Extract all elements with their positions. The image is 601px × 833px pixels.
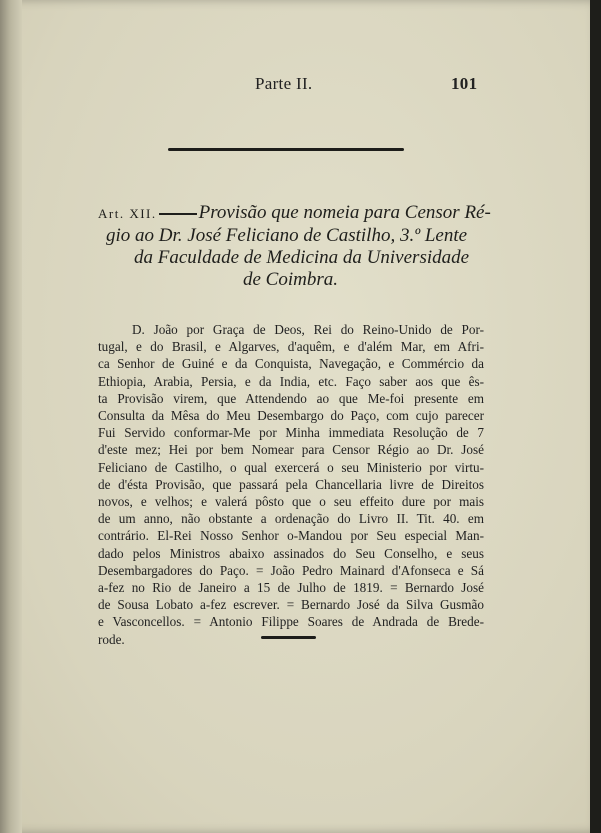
- body-line: Consulta da Mêsa do Meu Desembargo do Paço, com cujo parecer: [98, 408, 484, 424]
- top-rule: [168, 148, 404, 151]
- title-line-1: [98, 202, 498, 225]
- bottom-rule: [261, 636, 316, 639]
- article-number: Art. XII.: [98, 206, 157, 221]
- body-line: de d'ésta Provisão, que passará pela Chancellaria livre de Direitos: [98, 476, 484, 492]
- body-line: e Vasconcellos. = Antonio Filippe Soares de Andrada de Brede-: [98, 614, 484, 630]
- body-line: Desembargadores do Paço. = João Pedro Mainard d'Afonseca e Sá: [98, 562, 484, 578]
- body-line: a-fez no Rio de Janeiro a 15 de Julho de 1819. = Bernardo José: [98, 580, 484, 596]
- body-line: dado pelos Ministros abaixo assinados do Seu Conselho, e seus: [98, 545, 484, 561]
- body-line: contrário. El-Rei Nosso Senhor o-Mandou por Seu especial Man-: [98, 528, 484, 544]
- body-line: ca Senhor de Guiné e da Conquista, Navegação, e Commércio da: [98, 356, 484, 372]
- title-text-1: Provisão que nomeia para Censor Ré-: [198, 202, 491, 223]
- title-line-2: gio ao Dr. José Feliciano de Castilho, 3.º Lente: [106, 225, 468, 246]
- title-dash: [159, 213, 197, 215]
- part-label: Parte II.: [255, 74, 313, 93]
- title-line-4: de Coimbra.: [243, 269, 338, 290]
- body-line: rode.: [98, 631, 125, 647]
- body-line: tugal, e do Brasil, e Algarves, d'aquêm, e d'além Mar, em Afri-: [98, 339, 484, 355]
- scan-edge: [590, 0, 601, 833]
- body-line: Feliciano de Castilho, o qual exercerá o seu Ministerio por virtu-: [98, 459, 484, 475]
- body-line: D. João por Graça de Deos, Rei do Reino-Unido de Por-: [132, 322, 484, 337]
- body-line: Fui Servido conformar-Me por Minha immediata Resolução de 7: [98, 425, 484, 441]
- body-line: de Sousa Lobato a-fez escrever. = Bernardo José da Silva Gusmão: [98, 597, 484, 613]
- page-gutter: [0, 0, 22, 833]
- body-line: Ethiopia, Arabia, Persia, e da India, etc. Faço saber aos que ês-: [98, 373, 484, 389]
- page-number: 101: [451, 74, 478, 93]
- article-title: [98, 202, 498, 291]
- body-text: [98, 321, 484, 648]
- body-line: d'este mez; Hei por bem Nomear para Censor Régio ao Dr. José: [98, 442, 484, 458]
- title-line-3: da Faculdade de Medicina da Universidade: [134, 247, 470, 268]
- body-line: de um anno, não obstante a ordenação do Livro II. Tit. 40. em: [98, 511, 484, 527]
- body-line: novos, e velhos; e valerá pôsto que o seu effeito dure por mais: [98, 494, 484, 510]
- body-line: ta Provisão virem, que Attendendo ao que Me-foi presente em: [98, 390, 484, 406]
